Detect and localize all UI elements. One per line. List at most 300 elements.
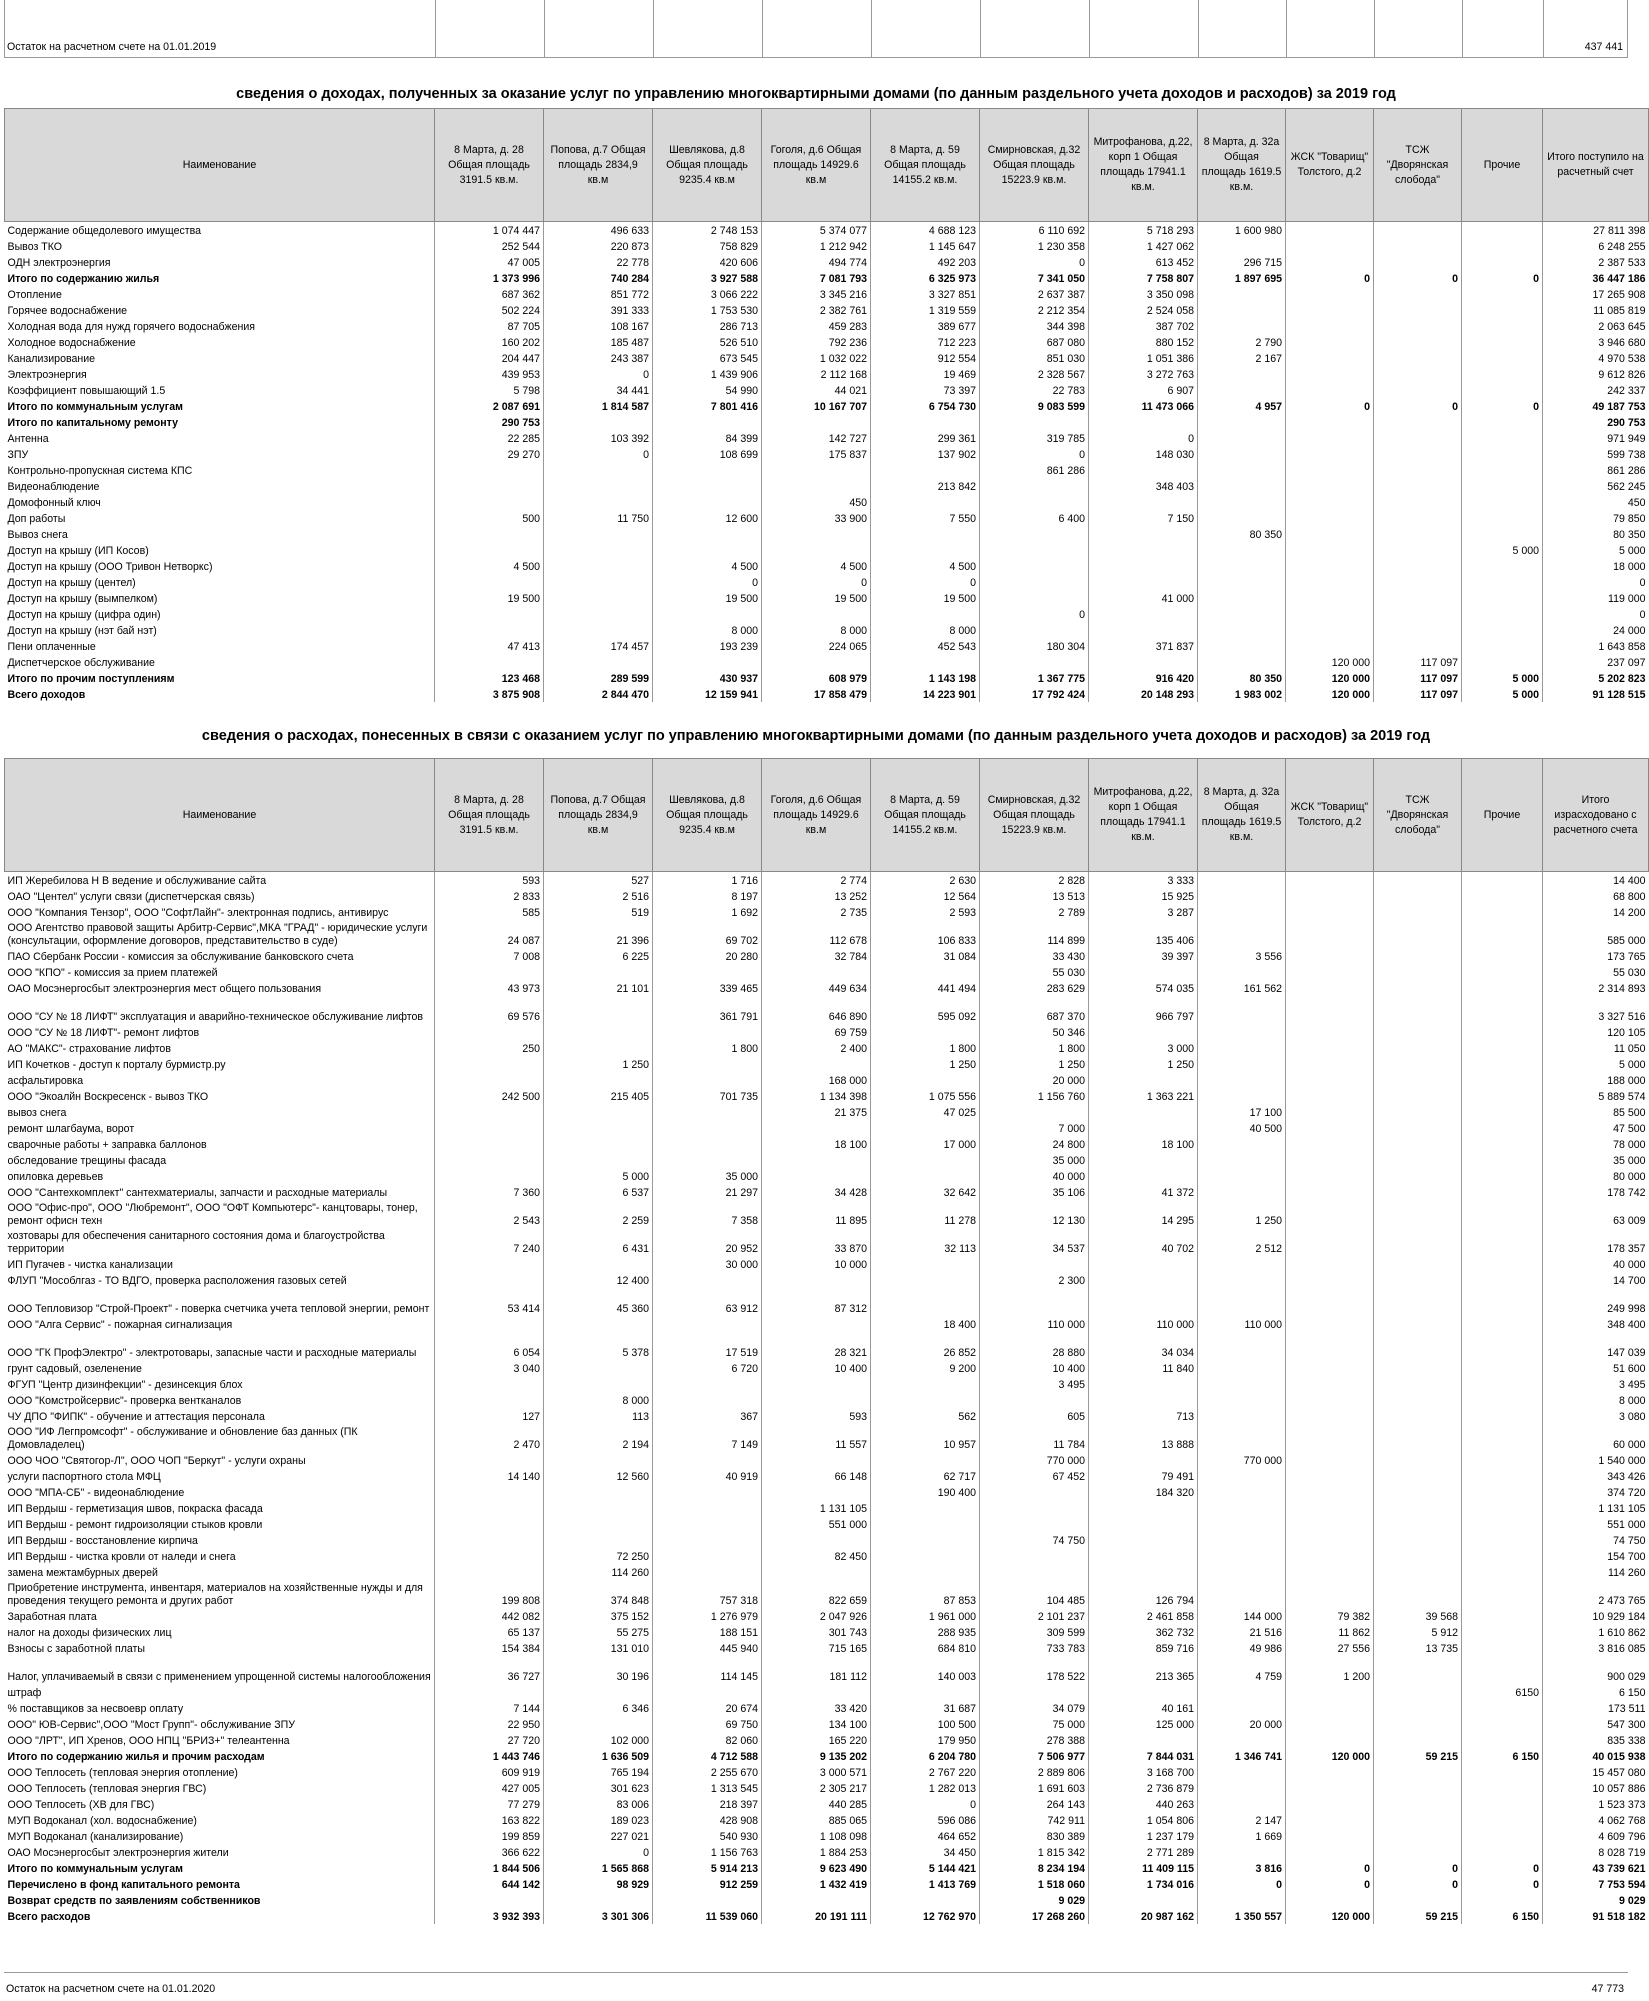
cell-value: 67 452 — [980, 1468, 1089, 1484]
cell-value: 6 720 — [653, 1360, 762, 1376]
cell-value — [1286, 1548, 1374, 1564]
cell-value — [1374, 1796, 1462, 1812]
cell-value: 213 365 — [1089, 1656, 1198, 1684]
cell-value — [1286, 1892, 1374, 1908]
cell-value — [1198, 1484, 1286, 1500]
cell-value — [1462, 334, 1543, 350]
cell-value: 12 400 — [544, 1272, 653, 1288]
cell-value: 18 400 — [871, 1316, 980, 1332]
row-label: асфальтировка — [5, 1072, 435, 1088]
cell-value: 5 000 — [1462, 542, 1543, 558]
cell-value: 7 506 977 — [980, 1748, 1089, 1764]
cell-value: 4 500 — [871, 558, 980, 574]
cell-value: 14 700 — [1613, 1275, 1646, 1287]
cell-value: 283 629 — [980, 980, 1089, 996]
cell-value: 30 000 — [653, 1256, 762, 1272]
table-row — [5, 980, 1649, 996]
cell-value — [980, 1104, 1089, 1120]
cell-value: 26 852 — [871, 1332, 980, 1360]
row-label: ФГУП "Центр дизинфекции" - дезинсекция блох — [5, 1376, 435, 1392]
cell-value — [1374, 494, 1462, 510]
cell-value — [1286, 606, 1374, 622]
cell-value — [980, 622, 1089, 638]
cell-value: 1 200 — [1286, 1656, 1374, 1684]
cell-value: 1 134 398 — [762, 1088, 871, 1104]
cell-value — [544, 1484, 653, 1500]
cell-value: 885 065 — [762, 1812, 871, 1828]
cell-value: 178 357 — [1607, 1243, 1646, 1255]
row-label: ФЛУП "Мособлгаз - ТО ВДГО, проверка расположения газовых сетей — [5, 1272, 435, 1288]
cell-value: 35 000 — [653, 1168, 762, 1184]
cell-value — [1462, 494, 1543, 510]
cell-value: 492 203 — [871, 254, 980, 270]
cell-value: 742 911 — [980, 1812, 1089, 1828]
row-label: ИП Вердыш - восстановление кирпича — [5, 1532, 435, 1548]
grid-line — [1198, 0, 1199, 57]
cell-value — [1286, 1288, 1374, 1316]
cell-value: 288 935 — [871, 1624, 980, 1640]
table-row — [5, 270, 1649, 286]
cell-value — [1374, 1360, 1462, 1376]
cell-value — [1286, 558, 1374, 574]
row-label: Коэффициент повышающий 1.5 — [5, 382, 435, 398]
cell-value — [1374, 980, 1462, 996]
cell-value — [1374, 1656, 1462, 1684]
cell-value — [1374, 222, 1462, 239]
cell-value: 1 800 — [871, 1040, 980, 1056]
cell-value: 104 485 — [980, 1580, 1089, 1608]
table-row — [5, 1640, 1649, 1656]
cell-value — [1462, 1392, 1543, 1408]
cell-value — [980, 654, 1089, 670]
cell-value — [762, 1484, 871, 1500]
table-row — [5, 1732, 1649, 1748]
cell-value — [1462, 1640, 1543, 1656]
cell-value: 0 — [1374, 1860, 1462, 1876]
cell-value — [762, 526, 871, 542]
cell-value: 4 957 — [1198, 398, 1286, 414]
cell-value: 1 413 769 — [871, 1876, 980, 1892]
cell-value: 540 930 — [653, 1828, 762, 1844]
cell-value — [1462, 414, 1543, 430]
cell-value — [1462, 1332, 1543, 1360]
cell-value: 7 801 416 — [653, 398, 762, 414]
cell-value — [1374, 590, 1462, 606]
cell-value: 135 406 — [1089, 920, 1198, 948]
cell-value — [1462, 1500, 1543, 1516]
cell-value — [762, 1168, 871, 1184]
cell-value — [1374, 622, 1462, 638]
row-label: налог на доходы физических лиц — [5, 1624, 435, 1640]
cell-value: 502 224 — [435, 302, 544, 318]
cell-value: 250 — [435, 1040, 544, 1056]
cell-value — [653, 1484, 762, 1500]
cell-value: 0 — [1198, 1876, 1286, 1892]
cell-value: 10 400 — [980, 1360, 1089, 1376]
cell-value: 1 250 — [1198, 1200, 1286, 1228]
row-label: % поставщиков за несвоевр оплату — [5, 1700, 435, 1716]
row-label: ООО ЧОО "Святогор-Л", ООО ЧОП "Беркут" - услуги охраны — [5, 1452, 435, 1468]
cell-value — [1198, 1040, 1286, 1056]
cell-value: 80 350 — [1613, 529, 1646, 541]
cell-value: 0 — [1286, 270, 1374, 286]
cell-value: 34 079 — [980, 1700, 1089, 1716]
cell-value — [1374, 1256, 1462, 1272]
cell-value: 110 000 — [1198, 1316, 1286, 1332]
cell-value — [1462, 222, 1543, 239]
cell-value: 79 382 — [1286, 1608, 1374, 1624]
cell-value: 1 074 447 — [435, 222, 544, 239]
cell-value: 851 772 — [544, 286, 653, 302]
cell-value — [1286, 1484, 1374, 1500]
cell-value: 2 543 — [435, 1200, 544, 1228]
cell-value: 1 669 — [1198, 1828, 1286, 1844]
cell-value — [1089, 462, 1198, 478]
cell-value — [1374, 1452, 1462, 1468]
cell-value — [1462, 920, 1543, 948]
table-row — [5, 478, 1649, 494]
cell-value: 7 341 050 — [980, 270, 1089, 286]
cell-value: 2 774 — [762, 872, 871, 889]
cell-value — [1286, 478, 1374, 494]
cell-value — [1462, 574, 1543, 590]
cell-value: 3 495 — [1618, 1379, 1646, 1391]
cell-value — [653, 478, 762, 494]
cell-value — [1286, 526, 1374, 542]
cell-value: 79 491 — [1089, 1468, 1198, 1484]
cell-value — [544, 1316, 653, 1332]
column-header: ЖСК "Товарищ" Толстого, д.2 — [1286, 759, 1374, 872]
cell-value — [1374, 1056, 1462, 1072]
cell-value — [980, 1548, 1089, 1564]
cell-value — [544, 558, 653, 574]
cell-value: 3 495 — [980, 1376, 1089, 1392]
table-row — [5, 222, 1649, 239]
cell-value — [1374, 1288, 1462, 1316]
cell-value: 0 — [1089, 430, 1198, 446]
cell-value: 4 759 — [1198, 1656, 1286, 1684]
cell-value — [1286, 254, 1374, 270]
row-label: ООО "ИФ Легпромсофт" - обслуживание и обновление баз данных (ПК Домовладелец) — [5, 1424, 435, 1452]
cell-value — [544, 1072, 653, 1088]
cell-value — [1462, 1732, 1543, 1748]
cell-value: 757 318 — [653, 1580, 762, 1608]
cell-value: 49 986 — [1198, 1640, 1286, 1656]
cell-value: 441 494 — [871, 980, 980, 996]
table-row — [5, 1088, 1649, 1104]
cell-value: 224 065 — [762, 638, 871, 654]
column-header: Гоголя, д.6 Общая площадь 14929.6 кв.м — [762, 759, 871, 872]
cell-value — [1462, 1580, 1543, 1608]
cell-value: 0 — [980, 606, 1089, 622]
cell-value — [1286, 1424, 1374, 1452]
cell-value: 120 000 — [1286, 670, 1374, 686]
cell-value — [871, 964, 980, 980]
cell-value: 2 789 — [980, 904, 1089, 920]
cell-value: 1 350 557 — [1198, 1908, 1286, 1924]
column-header: Смирновская, д.32 Общая площадь 15223.9 кв.м. — [980, 759, 1089, 872]
cell-value — [762, 1564, 871, 1580]
cell-value — [1198, 430, 1286, 446]
cell-value: 75 000 — [980, 1716, 1089, 1732]
cell-value: 3 927 588 — [653, 270, 762, 286]
cell-value — [1286, 382, 1374, 398]
cell-value — [544, 1024, 653, 1040]
cell-value — [1374, 1200, 1462, 1228]
cell-value: 7 550 — [871, 510, 980, 526]
cell-value: 34 441 — [544, 382, 653, 398]
cell-value — [1286, 964, 1374, 980]
cell-value: 188 151 — [653, 1624, 762, 1640]
cell-value: 1 145 647 — [871, 238, 980, 254]
cell-value: 389 677 — [871, 318, 980, 334]
cell-value — [1089, 1392, 1198, 1408]
cell-value: 12 564 — [871, 888, 980, 904]
cell-value — [1198, 1072, 1286, 1088]
cell-value: 36 447 186 — [1592, 273, 1646, 285]
table-row — [5, 1548, 1649, 1564]
cell-value: 0 — [1639, 577, 1646, 589]
cell-value: 31 084 — [871, 948, 980, 964]
cell-value: 701 735 — [653, 1088, 762, 1104]
cell-value — [1374, 1272, 1462, 1288]
table-row — [5, 1468, 1649, 1484]
cell-value — [1286, 1184, 1374, 1200]
cell-value — [762, 462, 871, 478]
cell-value: 593 — [435, 872, 544, 889]
cell-value: 15 925 — [1089, 888, 1198, 904]
cell-value: 147 039 — [1607, 1347, 1646, 1359]
table-row — [5, 1844, 1649, 1860]
cell-value: 7 081 793 — [762, 270, 871, 286]
table-row — [5, 1532, 1649, 1548]
table-row — [5, 1748, 1649, 1764]
cell-value: 62 717 — [871, 1468, 980, 1484]
cell-value: 5 718 293 — [1089, 222, 1198, 239]
cell-value — [1374, 1228, 1462, 1256]
cell-value: 47 500 — [1613, 1123, 1646, 1135]
cell-value — [1198, 382, 1286, 398]
table-row — [5, 1392, 1649, 1408]
cell-value — [435, 1024, 544, 1040]
cell-value: 3 327 516 — [1598, 1011, 1646, 1023]
cell-value — [435, 1564, 544, 1580]
cell-value: 14 140 — [435, 1468, 544, 1484]
row-label: Всего доходов — [5, 686, 435, 702]
cell-value: 36 727 — [435, 1656, 544, 1684]
cell-value: 605 — [980, 1408, 1089, 1424]
cell-value: 740 284 — [544, 270, 653, 286]
cell-value: 20 191 111 — [762, 1908, 871, 1924]
cell-value — [653, 654, 762, 670]
cell-value — [871, 1152, 980, 1168]
cell-value — [980, 542, 1089, 558]
cell-value: 1 600 980 — [1198, 222, 1286, 239]
cell-value — [1089, 1104, 1198, 1120]
cell-value — [435, 526, 544, 542]
cell-value: 2 828 — [980, 872, 1089, 889]
table-row — [5, 414, 1649, 430]
cell-value — [1286, 574, 1374, 590]
cell-value: 87 853 — [871, 1580, 980, 1608]
row-label: Холодная вода для нужд горячего водоснабжения — [5, 318, 435, 334]
row-label: ООО "ГК ПрофЭлектро" - электротовары, запасные части и расходные материалы — [5, 1332, 435, 1360]
cell-value: 792 236 — [762, 334, 871, 350]
cell-value — [1374, 1580, 1462, 1608]
cell-value — [1374, 1828, 1462, 1844]
cell-value: 6 431 — [544, 1228, 653, 1256]
cell-value: 22 783 — [980, 382, 1089, 398]
cell-value — [1089, 1072, 1198, 1088]
cell-value — [1286, 1580, 1374, 1608]
cell-value — [871, 1532, 980, 1548]
cell-value: 39 568 — [1374, 1608, 1462, 1624]
cell-value: 125 000 — [1089, 1716, 1198, 1732]
cell-value — [1089, 414, 1198, 430]
cell-value: 3 350 098 — [1089, 286, 1198, 302]
cell-value: 21 297 — [653, 1184, 762, 1200]
cell-value — [871, 1072, 980, 1088]
cell-value — [1286, 1120, 1374, 1136]
cell-value — [1462, 1452, 1543, 1468]
cell-value: 35 000 — [980, 1152, 1089, 1168]
cell-value: 459 283 — [762, 318, 871, 334]
cell-value — [871, 1892, 980, 1908]
cell-value — [435, 1168, 544, 1184]
cell-value — [1198, 1288, 1286, 1316]
cell-value — [435, 1272, 544, 1288]
cell-value — [435, 494, 544, 510]
cell-value — [1198, 1088, 1286, 1104]
table-row — [5, 1152, 1649, 1168]
cell-value: 2 461 858 — [1089, 1608, 1198, 1624]
table-row — [5, 1040, 1649, 1056]
cell-value — [1198, 1332, 1286, 1360]
cell-value: 900 029 — [1607, 1671, 1646, 1683]
cell-value: 2 400 — [762, 1040, 871, 1056]
cell-value: 2 736 879 — [1089, 1780, 1198, 1796]
cell-value — [1198, 1024, 1286, 1040]
cell-value — [1286, 1500, 1374, 1516]
cell-value: 59 215 — [1374, 1908, 1462, 1924]
cell-value — [871, 1376, 980, 1392]
cell-value: 108 167 — [544, 318, 653, 334]
cell-value: 1 346 741 — [1198, 1748, 1286, 1764]
cell-value — [1286, 1764, 1374, 1780]
table-row — [5, 622, 1649, 638]
cell-value — [544, 1120, 653, 1136]
cell-value — [1198, 1500, 1286, 1516]
cell-value — [1374, 1684, 1462, 1700]
cell-value: 10 000 — [762, 1256, 871, 1272]
cell-value — [1089, 558, 1198, 574]
cell-value: 427 005 — [435, 1780, 544, 1796]
cell-value: 74 750 — [980, 1532, 1089, 1548]
cell-value — [1198, 286, 1286, 302]
table-row — [5, 1624, 1649, 1640]
cell-value: 10 929 184 — [1592, 1611, 1646, 1623]
cell-value — [1374, 920, 1462, 948]
cell-value: 30 196 — [544, 1656, 653, 1684]
column-header: Митрофанова, д.22, корп 1 Общая площадь 17941.1 кв.м. — [1089, 759, 1198, 872]
cell-value — [980, 558, 1089, 574]
cell-value: 687 362 — [435, 286, 544, 302]
table-row — [5, 1072, 1649, 1088]
cell-value — [1286, 1684, 1374, 1700]
cell-value: 113 — [544, 1408, 653, 1424]
cell-value — [980, 1684, 1089, 1700]
cell-value: 24 087 — [435, 920, 544, 948]
cell-value: 8 000 — [653, 622, 762, 638]
cell-value: 114 899 — [980, 920, 1089, 948]
cell-value — [762, 414, 871, 430]
cell-value: 11 557 — [762, 1424, 871, 1452]
cell-value: 21 101 — [544, 980, 653, 996]
cell-value: 339 465 — [653, 980, 762, 996]
cell-value — [1462, 1844, 1543, 1860]
cell-value — [1198, 478, 1286, 494]
table-row — [5, 1716, 1649, 1732]
cell-value — [653, 606, 762, 622]
row-label: опиловка деревьев — [5, 1168, 435, 1184]
column-header: Митрофанова, д.22, корп 1 Общая площадь 17941.1 кв.м. — [1089, 109, 1198, 222]
row-label: хозтовары для обеспечения санитарного состояния дома и благоустройства территории — [5, 1228, 435, 1256]
column-header: Итого поступило на расчетный счет — [1543, 109, 1649, 222]
cell-value — [1286, 1168, 1374, 1184]
table-row — [5, 1376, 1649, 1392]
cell-value: 6 537 — [544, 1184, 653, 1200]
cell-value: 87 705 — [435, 318, 544, 334]
cell-value: 439 953 — [435, 366, 544, 382]
cell-value — [1198, 1256, 1286, 1272]
table-row — [5, 948, 1649, 964]
cell-value — [1198, 638, 1286, 654]
cell-value — [1462, 904, 1543, 920]
cell-value — [435, 1452, 544, 1468]
table-row — [5, 430, 1649, 446]
cell-value: 527 — [544, 872, 653, 889]
table-row — [5, 286, 1649, 302]
row-label: ОАО Мосэнергосбыт электроэнергия жители — [5, 1844, 435, 1860]
row-label: ИП Кочетков - доступ к порталу бурмистр.ру — [5, 1056, 435, 1072]
cell-value: 17 000 — [871, 1136, 980, 1152]
cell-value: 449 634 — [762, 980, 871, 996]
cell-value — [544, 606, 653, 622]
cell-value: 204 447 — [435, 350, 544, 366]
cell-value — [1374, 1040, 1462, 1056]
cell-value: 1 319 559 — [871, 302, 980, 318]
cell-value — [1089, 622, 1198, 638]
row-label: ОАО "Центел" услуги связи (диспетчерская связь) — [5, 888, 435, 904]
cell-value: 362 732 — [1089, 1624, 1198, 1640]
cell-value: 120 000 — [1286, 654, 1374, 670]
cell-value: 114 145 — [653, 1656, 762, 1684]
cell-value: 551 000 — [762, 1516, 871, 1532]
cell-value: 142 727 — [762, 430, 871, 446]
cell-value — [1374, 1392, 1462, 1408]
cell-value: 28 321 — [762, 1332, 871, 1360]
cell-value — [1198, 318, 1286, 334]
cell-value: 1 815 342 — [980, 1844, 1089, 1860]
row-label: ОАО Мосэнергосбыт электроэнергия мест общего пользования — [5, 980, 435, 996]
cell-value — [653, 1316, 762, 1332]
cell-value — [1374, 996, 1462, 1024]
cell-value: 2 305 217 — [762, 1780, 871, 1796]
cell-value — [1462, 1532, 1543, 1548]
cell-value — [1374, 606, 1462, 622]
cell-value — [1374, 302, 1462, 318]
cell-value: 45 360 — [544, 1288, 653, 1316]
